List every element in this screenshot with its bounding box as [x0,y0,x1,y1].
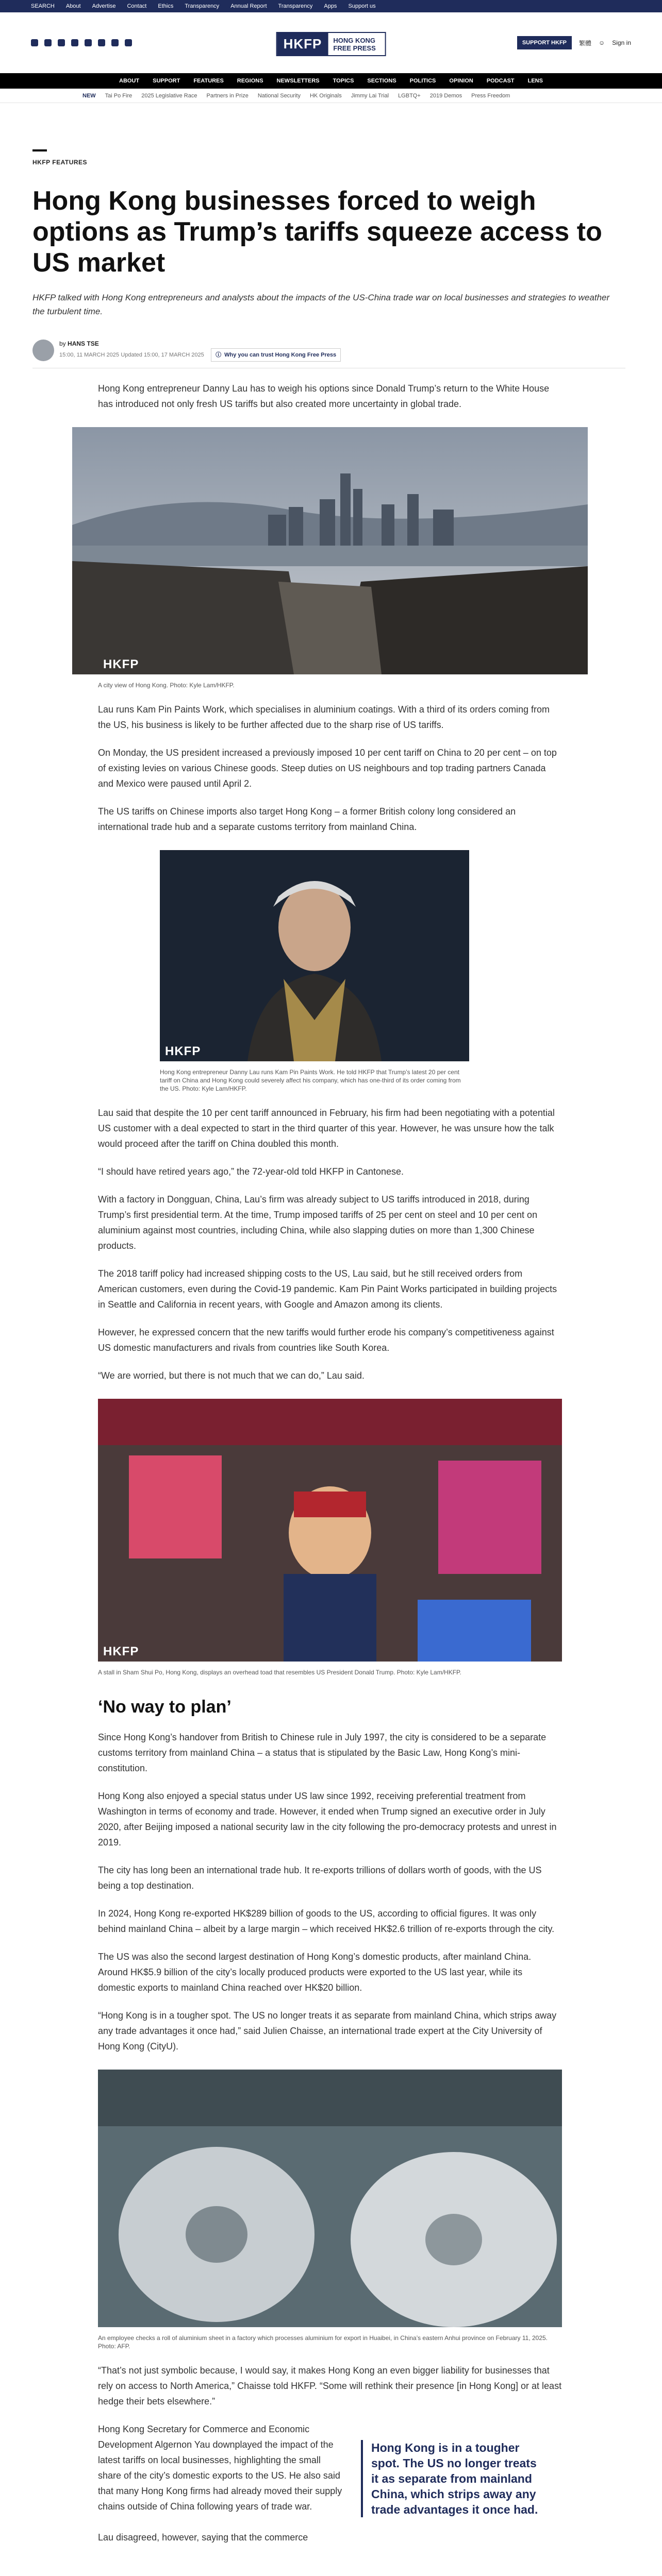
paragraph: Hong Kong also enjoyed a special status under US law since 1992, receiving preferential treatment from Washington in terms of economy and trade. However, it ended when Trump signed an executive order in July 2020, after Beijing imposed a national security law in the city following the pro-democracy protests and unrest in 2019. [98,1791,557,1848]
youtube-icon[interactable] [85,39,92,46]
paragraph: “That’s not just symbolic because, I would say, it makes Hong Kong an even bigger liability for businesses that rely on access to North America,” Chaisse told HKFP. “Some will rethink their presence [in Hong Kong] or at least hedge their bets elsewhere.” [98,2365,562,2406]
updated-date: Updated 15:00, 17 MARCH 2025 [121,352,204,358]
nav-item[interactable]: ABOUT [119,78,140,84]
article-body [98,381,562,2545]
quote-row [98,2409,562,2517]
mail-icon[interactable] [111,39,119,46]
paragraph: The US was also the second largest destination of Hong Kong’s domestic products, after mainland China. Around HK$5.9 billion of the city’s locally produced products were exported to the US last year, while its domestic exports to mainland China reached over HK$20 billion. [98,1952,532,1993]
language-link[interactable]: 繁體 [579,39,592,47]
photo-caption: An employee checks a roll of aluminium sheet in a factory which processes aluminium for export in Huaibei, in China’s eastern Anhui province on February 11, 2025. Photo: AFP. [98,2334,548,2350]
hkfp-watermark: HKFP [103,1645,139,1658]
trust-button[interactable] [211,348,341,362]
kicker[interactable]: HKFP FEATURES [32,159,88,166]
trust-icon: ⓘ [216,352,222,358]
figure [160,850,469,1064]
nav-item[interactable]: SECTIONS [367,78,396,84]
utility-link[interactable]: Advertise [92,3,116,9]
rss-icon[interactable] [125,39,132,46]
main-nav [0,73,662,89]
paragraph: Lau said that despite the 10 per cent tariff announced in February, his firm had been negotiating with a potential US customer with a deal expected to start in the third quarter of this year. However, he was unsure how the talk would proceed after the tariff on China doubled this month. [98,1108,555,1149]
nav-item[interactable]: FEATURES [193,78,224,84]
new-badge: NEW [82,92,96,99]
nav-item[interactable]: POLITICS [409,78,436,84]
paragraph: On Monday, the US president increased a previously imposed 10 per cent tariff on China to 20 per cent – on top of existing levies on various Chinese goods. Steep duties on US neighbours and top trading partners Canada and Mexico were paused until April 2. [98,748,557,789]
social-icons [31,39,132,46]
market-stall-photo [98,1399,562,1662]
trending-link[interactable]: Partners in Prize [206,92,249,99]
trending-link[interactable]: Tai Po Fire [105,92,133,99]
utility-link[interactable]: Annual Report [230,3,267,9]
author-name[interactable]: HANS TSE [68,340,99,347]
portrait-photo [160,850,469,1061]
instagram-icon[interactable] [58,39,65,46]
section-heading: ‘No way to plan’ [98,1697,231,1717]
utility-bar [0,0,662,12]
paragraph: Hong Kong entrepreneur Danny Lau has to weigh his options since Donald Trump’s return to the White House has introduced not only fresh US tariffs but also created more uncertainty in global trade. [98,383,550,409]
trending-link[interactable]: 2019 Demos [429,92,462,99]
logo-mark: HKFP [277,33,328,55]
article-title: Hong Kong businesses forced to weigh options as Trump’s tariffs squeeze access to US market [32,186,602,278]
paragraph: Hong Kong Secretary for Commerce and Economic Development Algernon Yau downplayed the impact of the latest tariffs on local businesses, highlighting the small share of the city’s domestic exports to the US. He also said that many Hong Kong firms had already moved their supply chains outside of China following years of trade war. [98,2424,342,2512]
nav-item[interactable]: LENS [527,78,543,84]
paragraph: In 2024, Hong Kong re-exported HK$289 billion of goods to the US, according to official figures. It was only behind mainland China – albeit by a large margin – which received HK$2.6 trillion of re-exports through the city. [98,1908,555,1934]
facebook-icon[interactable] [31,39,38,46]
by-label: by [59,340,66,347]
published-date: 15:00, 11 MARCH 2025 [59,352,119,358]
nav-item[interactable]: TOPICS [333,78,354,84]
hkfp-watermark: HKFP [165,1044,201,1058]
header-actions [517,36,631,49]
paragraph: Lau runs Kam Pin Paints Work, which specialises in aluminium coatings. With a third of its orders coming from the US, his business is likely to be further affected due to the sharp rise of US tariffs. [98,704,550,730]
trending-bar [0,89,662,103]
trust-label: Why you can trust Hong Kong Free Press [224,352,337,358]
figure [98,427,562,677]
site-logo[interactable] [276,32,386,56]
paragraph: “Hong Kong is in a tougher spot. The US no longer treats it as separate from mainland China, which strips away any trade advantages it once had,” said Julien Chaisse, an international trade expert at the City University of Hong Kong (CityU). [98,2010,557,2052]
figure [98,2070,562,2330]
trending-link[interactable]: LGBTQ+ [398,92,421,99]
byline-text [59,339,341,362]
article [0,149,662,368]
trending-link[interactable]: Press Freedom [471,92,510,99]
photo-caption: A stall in Sham Shui Po, Hong Kong, displays an overhead toad that resembles US President Donald Trump. Photo: Kyle Lam/HKFP. [98,1669,461,1676]
pull-quote: Hong Kong is in a tougher spot. The US no longer treats it as separate from mainland China, which strips away any trade advantages it once had. [361,2440,547,2517]
nav-item[interactable]: SUPPORT [153,78,180,84]
utility-link[interactable]: Ethics [158,3,174,9]
telegram-icon[interactable] [98,39,105,46]
paragraph: “I should have retired years ago,” the 72-year-old told HKFP in Cantonese. [98,1166,404,1177]
paragraph: The city has long been an international trade hub. It re-exports trillions of dollars worth of goods, with the US being a top destination. [98,1865,542,1891]
x-icon[interactable] [44,39,52,46]
nav-item[interactable]: REGIONS [237,78,263,84]
hkfp-watermark: HKFP [103,657,139,671]
photo-caption: Hong Kong entrepreneur Danny Lau runs Kam Pin Paints Work. He told HKFP that Trump’s latest 20 per cent tariff on China and Hong Kong could severely affect his company, which has one-third of its order coming from the US. Photo: Kyle Lam/HKFP. [160,1069,461,1092]
support-button[interactable]: SUPPORT HKFP [517,36,572,49]
utility-link[interactable]: Support us [348,3,376,9]
site-header [0,12,662,73]
paragraph: Since Hong Kong’s handover from British to Chinese rule in July 1997, the city is considered to be a separate customs territory from mainland China – a status that is stipulated by the Basic Law, Hong Kong’s mini-constitution. [98,1732,547,1773]
paragraph: With a factory in Dongguan, China, Lau’s firm was already subject to US tariffs introduced in 2018, during Trump’s first presidential term. At the time, Trump imposed tariffs of 25 per cent on steel and 10 per cent on aluminium against most countries, including China, while also slapping duties on more than 1,300 Chinese products. [98,1194,538,1251]
threads-icon[interactable] [71,39,78,46]
figure [98,1399,562,1664]
paragraph: The 2018 tariff policy had increased shipping costs to the US, Lau said, but he still received orders from American customers, even during the Covid-19 pandemic. Kam Pin Paint Works participated in building projects in Seattle and California in recent years, with Google and Amazon among its clients. [98,1268,557,1310]
paragraph: “We are worried, but there is not much that we can do,” Lau said. [98,1370,365,1381]
utility-link[interactable]: Contact [127,3,147,9]
author-avatar [32,340,54,361]
photo-caption: A city view of Hong Kong. Photo: Kyle Lam/HKFP. [98,682,235,689]
trending-link[interactable]: HK Originals [309,92,342,99]
trending-link[interactable]: Jimmy Lai Trial [351,92,389,99]
utility-link[interactable]: Apps [324,3,337,9]
byline [32,339,662,362]
paragraph: However, he expressed concern that the new tariffs would further erode his company’s competitiveness against US domestic manufacturers and rivals from countries like South Korea. [98,1327,554,1353]
trending-link[interactable]: 2025 Legislative Race [141,92,197,99]
signin-link[interactable]: Sign in [612,39,631,46]
search-link[interactable]: SEARCH [31,3,55,9]
user-icon[interactable]: ☺ [599,39,605,46]
nav-item[interactable]: NEWSLETTERS [276,78,320,84]
kicker-rule [32,149,47,151]
paragraph: The US tariffs on Chinese imports also target Hong Kong – a former British colony long considered an international trade hub and a separate customs territory from mainland China. [98,806,516,832]
nav-item[interactable]: PODCAST [486,78,515,84]
article-dek: HKFP talked with Hong Kong entrepreneurs and analysts about the impacts of the US-China trade war on local businesses and strategies to weather the turbulent time. [32,293,610,316]
utility-link[interactable]: Transparency [185,3,220,9]
utility-link[interactable]: Transparency [278,3,313,9]
logo-name: HONG KONG FREE PRESS [333,36,376,52]
nav-item[interactable]: OPINION [449,78,473,84]
trending-link[interactable]: National Security [257,92,301,99]
utility-link[interactable]: About [65,3,81,9]
aluminium-factory-photo [98,2070,562,2327]
paragraph: Lau disagreed, however, saying that the commerce [98,2532,308,2543]
city-skyline-photo [72,427,588,674]
